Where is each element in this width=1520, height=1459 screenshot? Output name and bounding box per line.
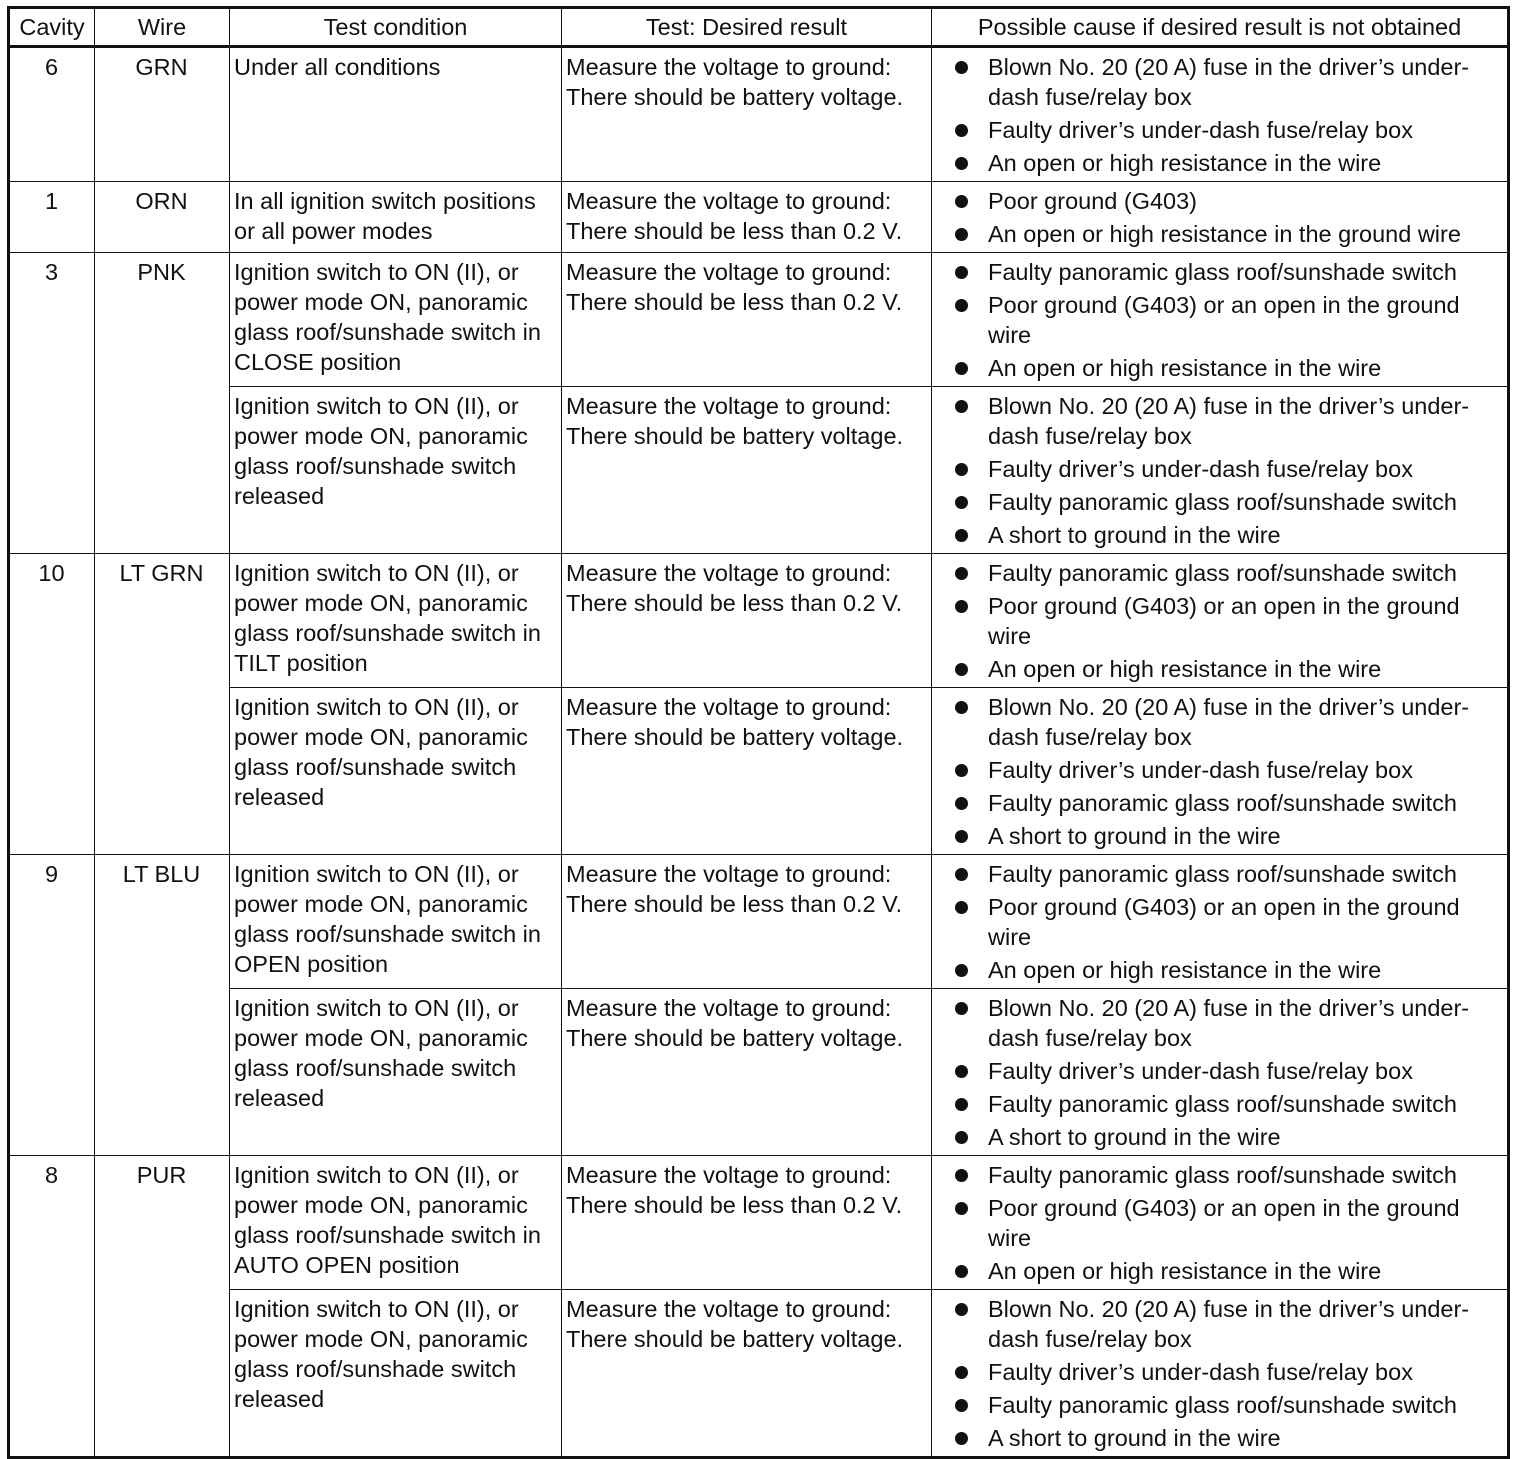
- cause-item: [936, 353, 1502, 383]
- cause-text: Faulty driver’s under-dash fuse/relay box: [988, 456, 1413, 482]
- cause-text: Faulty driver’s under-dash fuse/relay box: [988, 1359, 1413, 1385]
- desired-result-line: There should be less than 0.2 V.: [566, 218, 903, 244]
- cause-list: [936, 186, 1502, 249]
- cause-text: Blown No. 20 (20 A) fuse in the driver’s under-dash fuse/relay box: [988, 54, 1470, 110]
- cause-item: [936, 591, 1502, 651]
- test-condition-cell: Ignition switch to ON (II), or power mode ON, panoramic glass roof/sunshade switch released: [230, 688, 562, 855]
- cause-text: Blown No. 20 (20 A) fuse in the driver’s under-dash fuse/relay box: [988, 694, 1470, 750]
- desired-result-line: Measure the voltage to ground:: [566, 1162, 892, 1188]
- bullet-icon: [955, 1169, 968, 1182]
- wire-color-cell: LT BLU: [95, 855, 230, 1156]
- cause-list: [936, 859, 1502, 985]
- test-condition-cell: Ignition switch to ON (II), or power mode ON, panoramic glass roof/sunshade switch released: [230, 1290, 562, 1458]
- bullet-icon: [955, 266, 968, 279]
- table-row: [9, 1156, 1509, 1290]
- cause-text: An open or high resistance in the wire: [988, 1258, 1382, 1284]
- cause-text: Faulty driver’s under-dash fuse/relay box: [988, 1058, 1413, 1084]
- cause-text: A short to ground in the wire: [988, 1124, 1281, 1150]
- possible-cause-cell: [932, 855, 1509, 989]
- possible-cause-cell: [932, 1290, 1509, 1458]
- cause-item: [936, 1294, 1502, 1354]
- desired-result-line: Measure the voltage to ground:: [566, 393, 892, 419]
- desired-result-cell: [562, 1156, 932, 1290]
- cause-item: [936, 1423, 1502, 1453]
- possible-cause-cell: [932, 182, 1509, 253]
- bullet-icon: [955, 868, 968, 881]
- cause-item: [936, 257, 1502, 287]
- cause-item: [936, 1390, 1502, 1420]
- bullet-icon: [955, 830, 968, 843]
- bullet-icon: [955, 496, 968, 509]
- desired-result-line: There should be less than 0.2 V.: [566, 1192, 903, 1218]
- wire-color-cell: ORN: [95, 182, 230, 253]
- cause-item: [936, 1056, 1502, 1086]
- bullet-icon: [955, 797, 968, 810]
- table-row: [9, 47, 1509, 182]
- cause-item: [936, 391, 1502, 451]
- cause-item: [936, 821, 1502, 851]
- cause-text: Faulty panoramic glass roof/sunshade switch: [988, 1162, 1457, 1188]
- desired-result-cell: [562, 253, 932, 387]
- cause-text: A short to ground in the wire: [988, 823, 1281, 849]
- cause-item: [936, 692, 1502, 752]
- bullet-icon: [955, 901, 968, 914]
- desired-result-line: Measure the voltage to ground:: [566, 1296, 892, 1322]
- bullet-icon: [955, 362, 968, 375]
- cavity-cell: 9: [9, 855, 95, 1156]
- cause-item: [936, 955, 1502, 985]
- bullet-icon: [955, 1098, 968, 1111]
- cause-text: An open or high resistance in the wire: [988, 150, 1382, 176]
- test-condition-cell: Ignition switch to ON (II), or power mode ON, panoramic glass roof/sunshade switch released: [230, 989, 562, 1156]
- bullet-icon: [955, 964, 968, 977]
- desired-result-line: There should be battery voltage.: [566, 1025, 904, 1051]
- possible-cause-cell: [932, 387, 1509, 554]
- bullet-icon: [955, 701, 968, 714]
- cause-item: [936, 1357, 1502, 1387]
- possible-cause-cell: [932, 688, 1509, 855]
- test-condition-cell: In all ignition switch positions or all power modes: [230, 182, 562, 253]
- test-condition-cell: Ignition switch to ON (II), or power mode ON, panoramic glass roof/sunshade switch in OPEN position: [230, 855, 562, 989]
- table-row: [9, 855, 1509, 989]
- bullet-icon: [955, 764, 968, 777]
- cause-text: Faulty panoramic glass roof/sunshade switch: [988, 489, 1457, 515]
- possible-cause-cell: [932, 253, 1509, 387]
- cause-text: Poor ground (G403) or an open in the ground wire: [988, 894, 1460, 950]
- possible-cause-cell: [932, 47, 1509, 182]
- desired-result-line: There should be battery voltage.: [566, 423, 904, 449]
- cause-text: Faulty driver’s under-dash fuse/relay box: [988, 117, 1413, 143]
- desired-result-cell: [562, 387, 932, 554]
- cavity-cell: 1: [9, 182, 95, 253]
- cavity-cell: 8: [9, 1156, 95, 1458]
- cause-text: A short to ground in the wire: [988, 1425, 1281, 1451]
- cause-list: [936, 1160, 1502, 1286]
- connector-test-table: [7, 6, 1510, 1459]
- bullet-icon: [955, 228, 968, 241]
- cause-text: Poor ground (G403): [988, 188, 1198, 214]
- cause-item: [936, 186, 1502, 216]
- bullet-icon: [955, 567, 968, 580]
- cause-text: Faulty panoramic glass roof/sunshade switch: [988, 560, 1457, 586]
- wire-color-cell: PUR: [95, 1156, 230, 1458]
- cause-list: [936, 1294, 1502, 1453]
- cavity-cell: 6: [9, 47, 95, 182]
- cause-text: Faulty panoramic glass roof/sunshade switch: [988, 790, 1457, 816]
- desired-result-cell: [562, 855, 932, 989]
- cause-text: An open or high resistance in the ground wire: [988, 221, 1461, 247]
- table-row: [9, 387, 1509, 554]
- header-test-condition: Test condition: [230, 8, 562, 47]
- wire-color-cell: PNK: [95, 253, 230, 554]
- cause-list: [936, 692, 1502, 851]
- bullet-icon: [955, 529, 968, 542]
- bullet-icon: [955, 1399, 968, 1412]
- desired-result-line: There should be battery voltage.: [566, 724, 904, 750]
- cause-text: Blown No. 20 (20 A) fuse in the driver’s under-dash fuse/relay box: [988, 995, 1470, 1051]
- cause-item: [936, 1193, 1502, 1253]
- cause-item: [936, 52, 1502, 112]
- table-body: [9, 47, 1509, 1458]
- header-wire: Wire: [95, 8, 230, 47]
- cause-text: Faulty panoramic glass roof/sunshade switch: [988, 1392, 1457, 1418]
- possible-cause-cell: [932, 1156, 1509, 1290]
- bullet-icon: [955, 157, 968, 170]
- bullet-icon: [955, 1366, 968, 1379]
- cause-text: Poor ground (G403) or an open in the ground wire: [988, 593, 1460, 649]
- bullet-icon: [955, 1432, 968, 1445]
- cause-item: [936, 1122, 1502, 1152]
- desired-result-line: Measure the voltage to ground:: [566, 188, 892, 214]
- desired-result-line: Measure the voltage to ground:: [566, 995, 892, 1021]
- cause-text: Faulty panoramic glass roof/sunshade switch: [988, 861, 1457, 887]
- table-row: [9, 1290, 1509, 1458]
- desired-result-line: There should be battery voltage.: [566, 1326, 904, 1352]
- cause-list: [936, 558, 1502, 684]
- desired-result-line: Measure the voltage to ground:: [566, 54, 892, 80]
- desired-result-line: There should be less than 0.2 V.: [566, 289, 903, 315]
- cause-item: [936, 859, 1502, 889]
- cause-text: An open or high resistance in the wire: [988, 957, 1382, 983]
- cause-item: [936, 148, 1502, 178]
- cause-list: [936, 993, 1502, 1152]
- cause-item: [936, 115, 1502, 145]
- cause-item: [936, 993, 1502, 1053]
- cause-text: Faulty panoramic glass roof/sunshade switch: [988, 1091, 1457, 1117]
- desired-result-line: There should be battery voltage.: [566, 84, 904, 110]
- test-condition-cell: Under all conditions: [230, 47, 562, 182]
- desired-result-line: Measure the voltage to ground:: [566, 259, 892, 285]
- table-row: [9, 253, 1509, 387]
- bullet-icon: [955, 463, 968, 476]
- bullet-icon: [955, 1202, 968, 1215]
- bullet-icon: [955, 600, 968, 613]
- cause-list: [936, 391, 1502, 550]
- wire-color-cell: LT GRN: [95, 554, 230, 855]
- bullet-icon: [955, 1065, 968, 1078]
- cause-list: [936, 52, 1502, 178]
- bullet-icon: [955, 1265, 968, 1278]
- desired-result-line: There should be less than 0.2 V.: [566, 891, 903, 917]
- possible-cause-cell: [932, 554, 1509, 688]
- desired-result-line: Measure the voltage to ground:: [566, 694, 892, 720]
- header-desired-result: Test: Desired result: [562, 8, 932, 47]
- table-row: [9, 182, 1509, 253]
- test-condition-cell: Ignition switch to ON (II), or power mode ON, panoramic glass roof/sunshade switch released: [230, 387, 562, 554]
- cause-text: Faulty panoramic glass roof/sunshade switch: [988, 259, 1457, 285]
- desired-result-line: Measure the voltage to ground:: [566, 560, 892, 586]
- bullet-icon: [955, 124, 968, 137]
- bullet-icon: [955, 299, 968, 312]
- cause-text: An open or high resistance in the wire: [988, 355, 1382, 381]
- test-condition-cell: Ignition switch to ON (II), or power mode ON, panoramic glass roof/sunshade switch in AUTO OPEN position: [230, 1156, 562, 1290]
- possible-cause-cell: [932, 989, 1509, 1156]
- cause-item: [936, 290, 1502, 350]
- desired-result-cell: [562, 554, 932, 688]
- cause-text: Poor ground (G403) or an open in the ground wire: [988, 1195, 1460, 1251]
- wire-color-cell: GRN: [95, 47, 230, 182]
- cavity-cell: 3: [9, 253, 95, 554]
- desired-result-cell: [562, 989, 932, 1156]
- cause-text: Blown No. 20 (20 A) fuse in the driver’s under-dash fuse/relay box: [988, 393, 1470, 449]
- cause-list: [936, 257, 1502, 383]
- desired-result-cell: [562, 182, 932, 253]
- test-condition-cell: Ignition switch to ON (II), or power mode ON, panoramic glass roof/sunshade switch in TILT position: [230, 554, 562, 688]
- cause-item: [936, 1160, 1502, 1190]
- table-row: [9, 989, 1509, 1156]
- cause-item: [936, 1089, 1502, 1119]
- desired-result-cell: [562, 1290, 932, 1458]
- cause-text: An open or high resistance in the wire: [988, 656, 1382, 682]
- cause-text: Faulty driver’s under-dash fuse/relay box: [988, 757, 1413, 783]
- cause-item: [936, 788, 1502, 818]
- bullet-icon: [955, 663, 968, 676]
- cause-item: [936, 487, 1502, 517]
- table-row: [9, 554, 1509, 688]
- header-possible-cause: Possible cause if desired result is not obtained: [932, 8, 1509, 47]
- cause-item: [936, 454, 1502, 484]
- desired-result-line: There should be less than 0.2 V.: [566, 590, 903, 616]
- bullet-icon: [955, 1303, 968, 1316]
- cause-item: [936, 654, 1502, 684]
- test-condition-cell: Ignition switch to ON (II), or power mode ON, panoramic glass roof/sunshade switch in CLOSE position: [230, 253, 562, 387]
- bullet-icon: [955, 61, 968, 74]
- cause-item: [936, 520, 1502, 550]
- bullet-icon: [955, 1131, 968, 1144]
- header-cavity: Cavity: [9, 8, 95, 47]
- bullet-icon: [955, 400, 968, 413]
- cavity-cell: 10: [9, 554, 95, 855]
- table-row: [9, 688, 1509, 855]
- cause-text: A short to ground in the wire: [988, 522, 1281, 548]
- desired-result-cell: [562, 688, 932, 855]
- cause-item: [936, 755, 1502, 785]
- cause-item: [936, 892, 1502, 952]
- cause-text: Blown No. 20 (20 A) fuse in the driver’s under-dash fuse/relay box: [988, 1296, 1470, 1352]
- desired-result-cell: [562, 47, 932, 182]
- cause-item: [936, 219, 1502, 249]
- desired-result-line: Measure the voltage to ground:: [566, 861, 892, 887]
- cause-item: [936, 1256, 1502, 1286]
- bullet-icon: [955, 1002, 968, 1015]
- bullet-icon: [955, 195, 968, 208]
- cause-text: Poor ground (G403) or an open in the ground wire: [988, 292, 1460, 348]
- header-row: [9, 8, 1509, 47]
- cause-item: [936, 558, 1502, 588]
